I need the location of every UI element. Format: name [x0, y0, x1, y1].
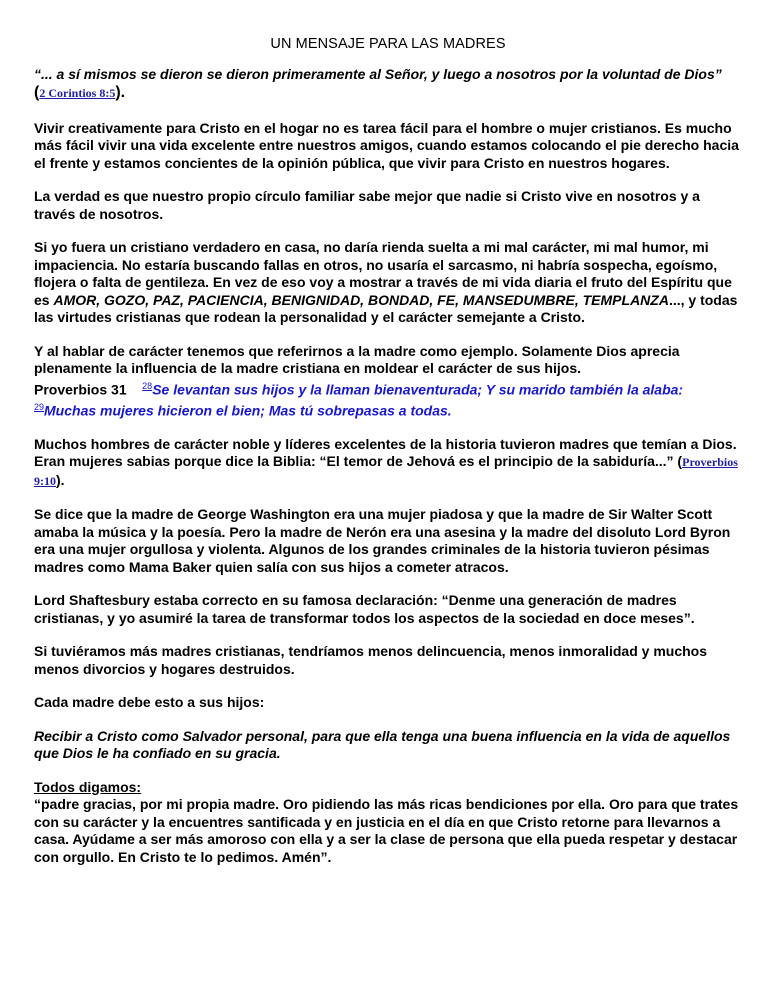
- ref-open: (: [34, 83, 40, 101]
- paragraph-10: Recibir a Cristo como Salvador personal, para que ella tenga una buena influencia en la vida de aquellos que Dios le ha confiado en su gracia.: [34, 727, 731, 762]
- paragraph-7: Lord Shaftesbury estaba correcto en su famosa declaración: “Denme una generación de madres cristianas, y yo asumiré la tarea de transformar todos los aspectos de la sociedad en doce meses”.: [34, 592, 695, 626]
- prayer-text: “padre gracias, por mi propia madre. Oro pidiendo las más ricas bendiciones por ella. Oro para que trates con su carácter y la encuentres santificada y en justicia en el día en que Cristo retorne para llevarnos a casa. Ayúdame a ser más amoroso con ella y a ser la clase de persona que ella pueda respetar y destacar con orgullo. En Cristo te lo pedimos. Amén”.: [34, 796, 739, 865]
- paragraph-9: Cada madre debe esto a sus hijos:: [34, 694, 265, 711]
- paragraph-3: [34, 239, 742, 327]
- p3-virtues: AMOR, GOZO, PAZ, PACIENCIA, BENIGNIDAD, BONDAD, FE, MANSEDUMBRE, TEMPLANZA: [53, 291, 669, 308]
- paragraph-1: Vivir creativamente para Cristo en el hogar no es tarea fácil para el hombre o mujer cristianos. Es mucho más fácil vivir una vida excelente entre nuestros amigos, cuando estamos colocando el pie derecho hacia el frente y estamos concientes de la opinión pública, que vivir para Cristo en nuestros hogares.: [34, 119, 739, 171]
- p4-text: Y al hablar de carácter tenemos que referirnos a la madre como ejemplo. Solamente Dios aprecia plenamente la influencia de la madre cristiana en moldear el carácter de sus hijos.: [34, 342, 680, 376]
- paragraph-5: [34, 436, 742, 491]
- intro-quote: “... a sí mismos se dieron se dieron primeramente al Señor, y luego a nosotros por la voluntad de Dios”: [34, 66, 722, 82]
- intro-reference: [34, 84, 742, 102]
- verse-29-text: Muchas mujeres hicieron el bien; Mas tú sobrepasas a todas.: [44, 402, 452, 419]
- ref-link-proverbios-9-10[interactable]: Proverbios 9:10: [34, 455, 738, 488]
- proverbios-31-ref: Proverbios 31: [34, 381, 127, 398]
- p3-text: Si yo fuera un cristiano verdadero en casa, no daría rienda suelta a mi mal carácter, mi mal humor, mi impaciencia. No estaría buscando fallas en otros, no usaría el sarcasmo, ni habría sospecha, egoísmo, flojera o falta de gentileza. En vez de eso voy a mostrar a través de mi vida diaria el fruto del Espíritu que es: [34, 239, 732, 308]
- p3-text-after: ..., y todas las virtudes cristianas que rodean la personalidad y el carácter semejante a Cristo.: [34, 291, 738, 325]
- paragraph-4: [34, 343, 742, 420]
- verse-28-text: Se levantan sus hijos y la llaman bienaventurada; Y su marido también la alaba:: [152, 381, 684, 398]
- verse-29-number[interactable]: 29: [34, 401, 45, 412]
- paragraph-8: Si tuviéramos más madres cristianas, tendríamos menos delincuencia, menos inmoralidad y muchos menos divorcios y hogares destruidos.: [34, 643, 708, 677]
- page-title: UN MENSAJE PARA LAS MADRES: [270, 36, 506, 52]
- prayer-heading: Todos digamos:: [34, 778, 142, 795]
- p5-text-after: ).: [56, 471, 65, 488]
- ref-link-2-corintios[interactable]: 2 Corintios 8:5: [39, 85, 116, 100]
- p5-text: Muchos hombres de carácter noble y líderes excelentes de la historia tuvieron madres que temían a Dios. Eran mujeres sabias porque dice la Biblia: “El temor de Jehová es el principio de la sabiduría...” (: [34, 435, 737, 470]
- ref-close: ).: [115, 83, 126, 101]
- paragraph-6: Se dice que la madre de George Washington era una mujer piadosa y que la madre de Sir Walter Scott amaba la música y la poesía. Pero la madre de Nerón era una asesina y la madre del disoluto Lord Byron era una mujer orgullosa y violenta. Algunos de los grandes criminales de la historia tuvieron pésimas madres como Mama Baker quien salía con sus hijos a cometer atracos.: [34, 506, 731, 575]
- paragraph-2: La verdad es que nuestro propio círculo familiar sabe mejor que nadie si Cristo vive en nosotros y a través de nosotros.: [34, 188, 700, 222]
- verse-28-number[interactable]: 28: [142, 380, 153, 391]
